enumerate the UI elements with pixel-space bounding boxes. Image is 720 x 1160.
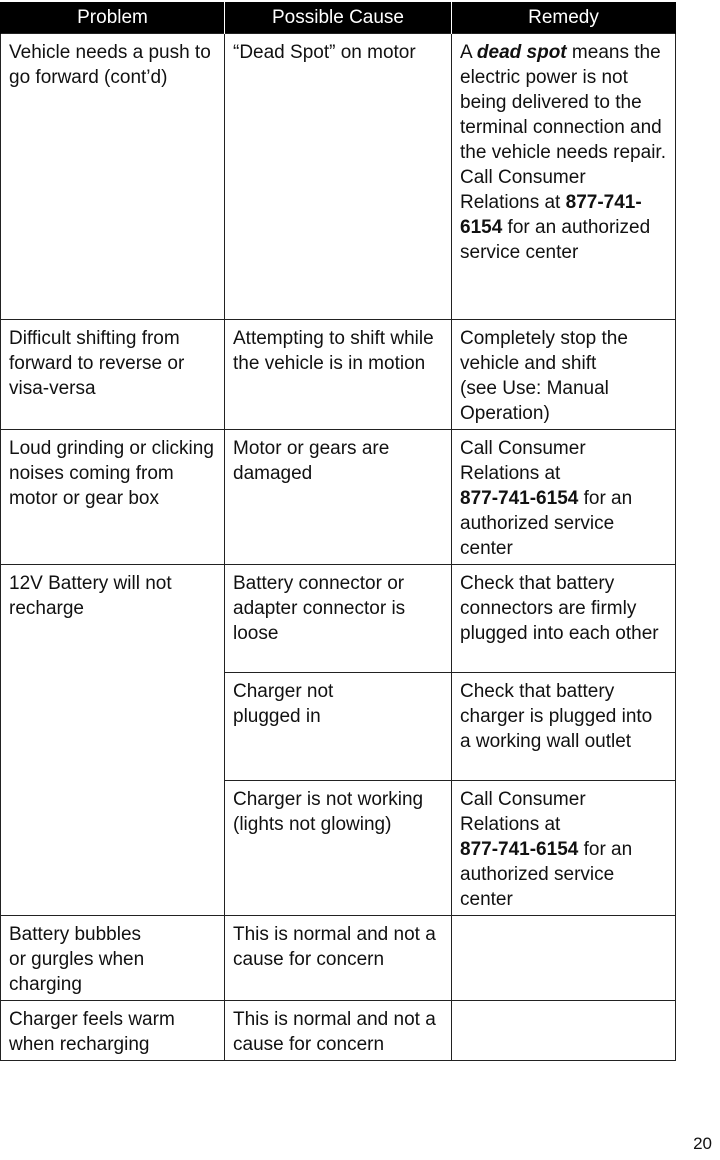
remedy-cell: Check that battery connectors are firmly plugged into each other xyxy=(452,565,676,673)
table-row xyxy=(1,916,676,1001)
problem-cell: Vehicle needs a push to go forward (cont’d) xyxy=(1,34,225,320)
remedy-text: means the electric power is not being delivered to the terminal connection and the vehicle needs repair. Call Consumer Relations at xyxy=(460,42,666,213)
remedy-cell xyxy=(452,1001,676,1061)
remedy-cell xyxy=(452,916,676,1001)
problem-cell: Charger feels warm when recharging xyxy=(1,1001,225,1061)
cause-cell: Charger not plugged in xyxy=(225,673,452,781)
phone-number: 877-741-6154 xyxy=(460,192,642,238)
header-possible-cause: Possible Cause xyxy=(225,2,452,34)
remedy-cell: Completely stop the vehicle and shift (see Use: Manual Operation) xyxy=(452,320,676,430)
cause-cell: Charger is not working (lights not glowing) xyxy=(225,781,452,916)
remedy-cell: Check that battery charger is plugged into a working wall outlet xyxy=(452,673,676,781)
table-header-row xyxy=(1,2,676,34)
remedy-text: for an authorized service center xyxy=(460,839,633,910)
remedy-text: for an authorized service center xyxy=(460,217,651,263)
header-problem: Problem xyxy=(1,2,225,34)
remedy-text: for an authorized service center xyxy=(460,488,633,559)
dead-spot-term: dead spot xyxy=(476,42,567,63)
cause-cell: Attempting to shift while the vehicle is in motion xyxy=(225,320,452,430)
cause-cell: This is normal and not a cause for concern xyxy=(225,916,452,1001)
cause-cell: Battery connector or adapter connector is loose xyxy=(225,565,452,673)
remedy-text: A xyxy=(460,42,477,63)
problem-cell: Battery bubbles or gurgles when charging xyxy=(1,916,225,1001)
phone-number: 877-741-6154 xyxy=(460,488,579,509)
table-row xyxy=(1,565,676,673)
remedy-cell xyxy=(452,781,676,916)
problem-cell: 12V Battery will not recharge xyxy=(1,565,225,916)
problem-cell: Loud grinding or clicking noises coming from motor or gear box xyxy=(1,430,225,565)
remedy-text: Call Consumer Relations at xyxy=(460,438,586,484)
remedy-cell xyxy=(452,430,676,565)
table-row xyxy=(1,1001,676,1061)
problem-cell: Difficult shifting from forward to reverse or visa-versa xyxy=(1,320,225,430)
phone-number: 877-741-6154 xyxy=(460,839,579,860)
troubleshooting-table xyxy=(0,2,676,1061)
table-row xyxy=(1,34,676,320)
table-row xyxy=(1,430,676,565)
cause-cell: “Dead Spot” on motor xyxy=(225,34,452,320)
remedy-cell xyxy=(452,34,676,320)
header-remedy: Remedy xyxy=(452,2,676,34)
table-row xyxy=(1,320,676,430)
cause-cell: Motor or gears are damaged xyxy=(225,430,452,565)
cause-cell: This is normal and not a cause for concern xyxy=(225,1001,452,1061)
page-number: 20 xyxy=(693,1134,712,1153)
remedy-text: Call Consumer Relations at xyxy=(460,789,586,835)
